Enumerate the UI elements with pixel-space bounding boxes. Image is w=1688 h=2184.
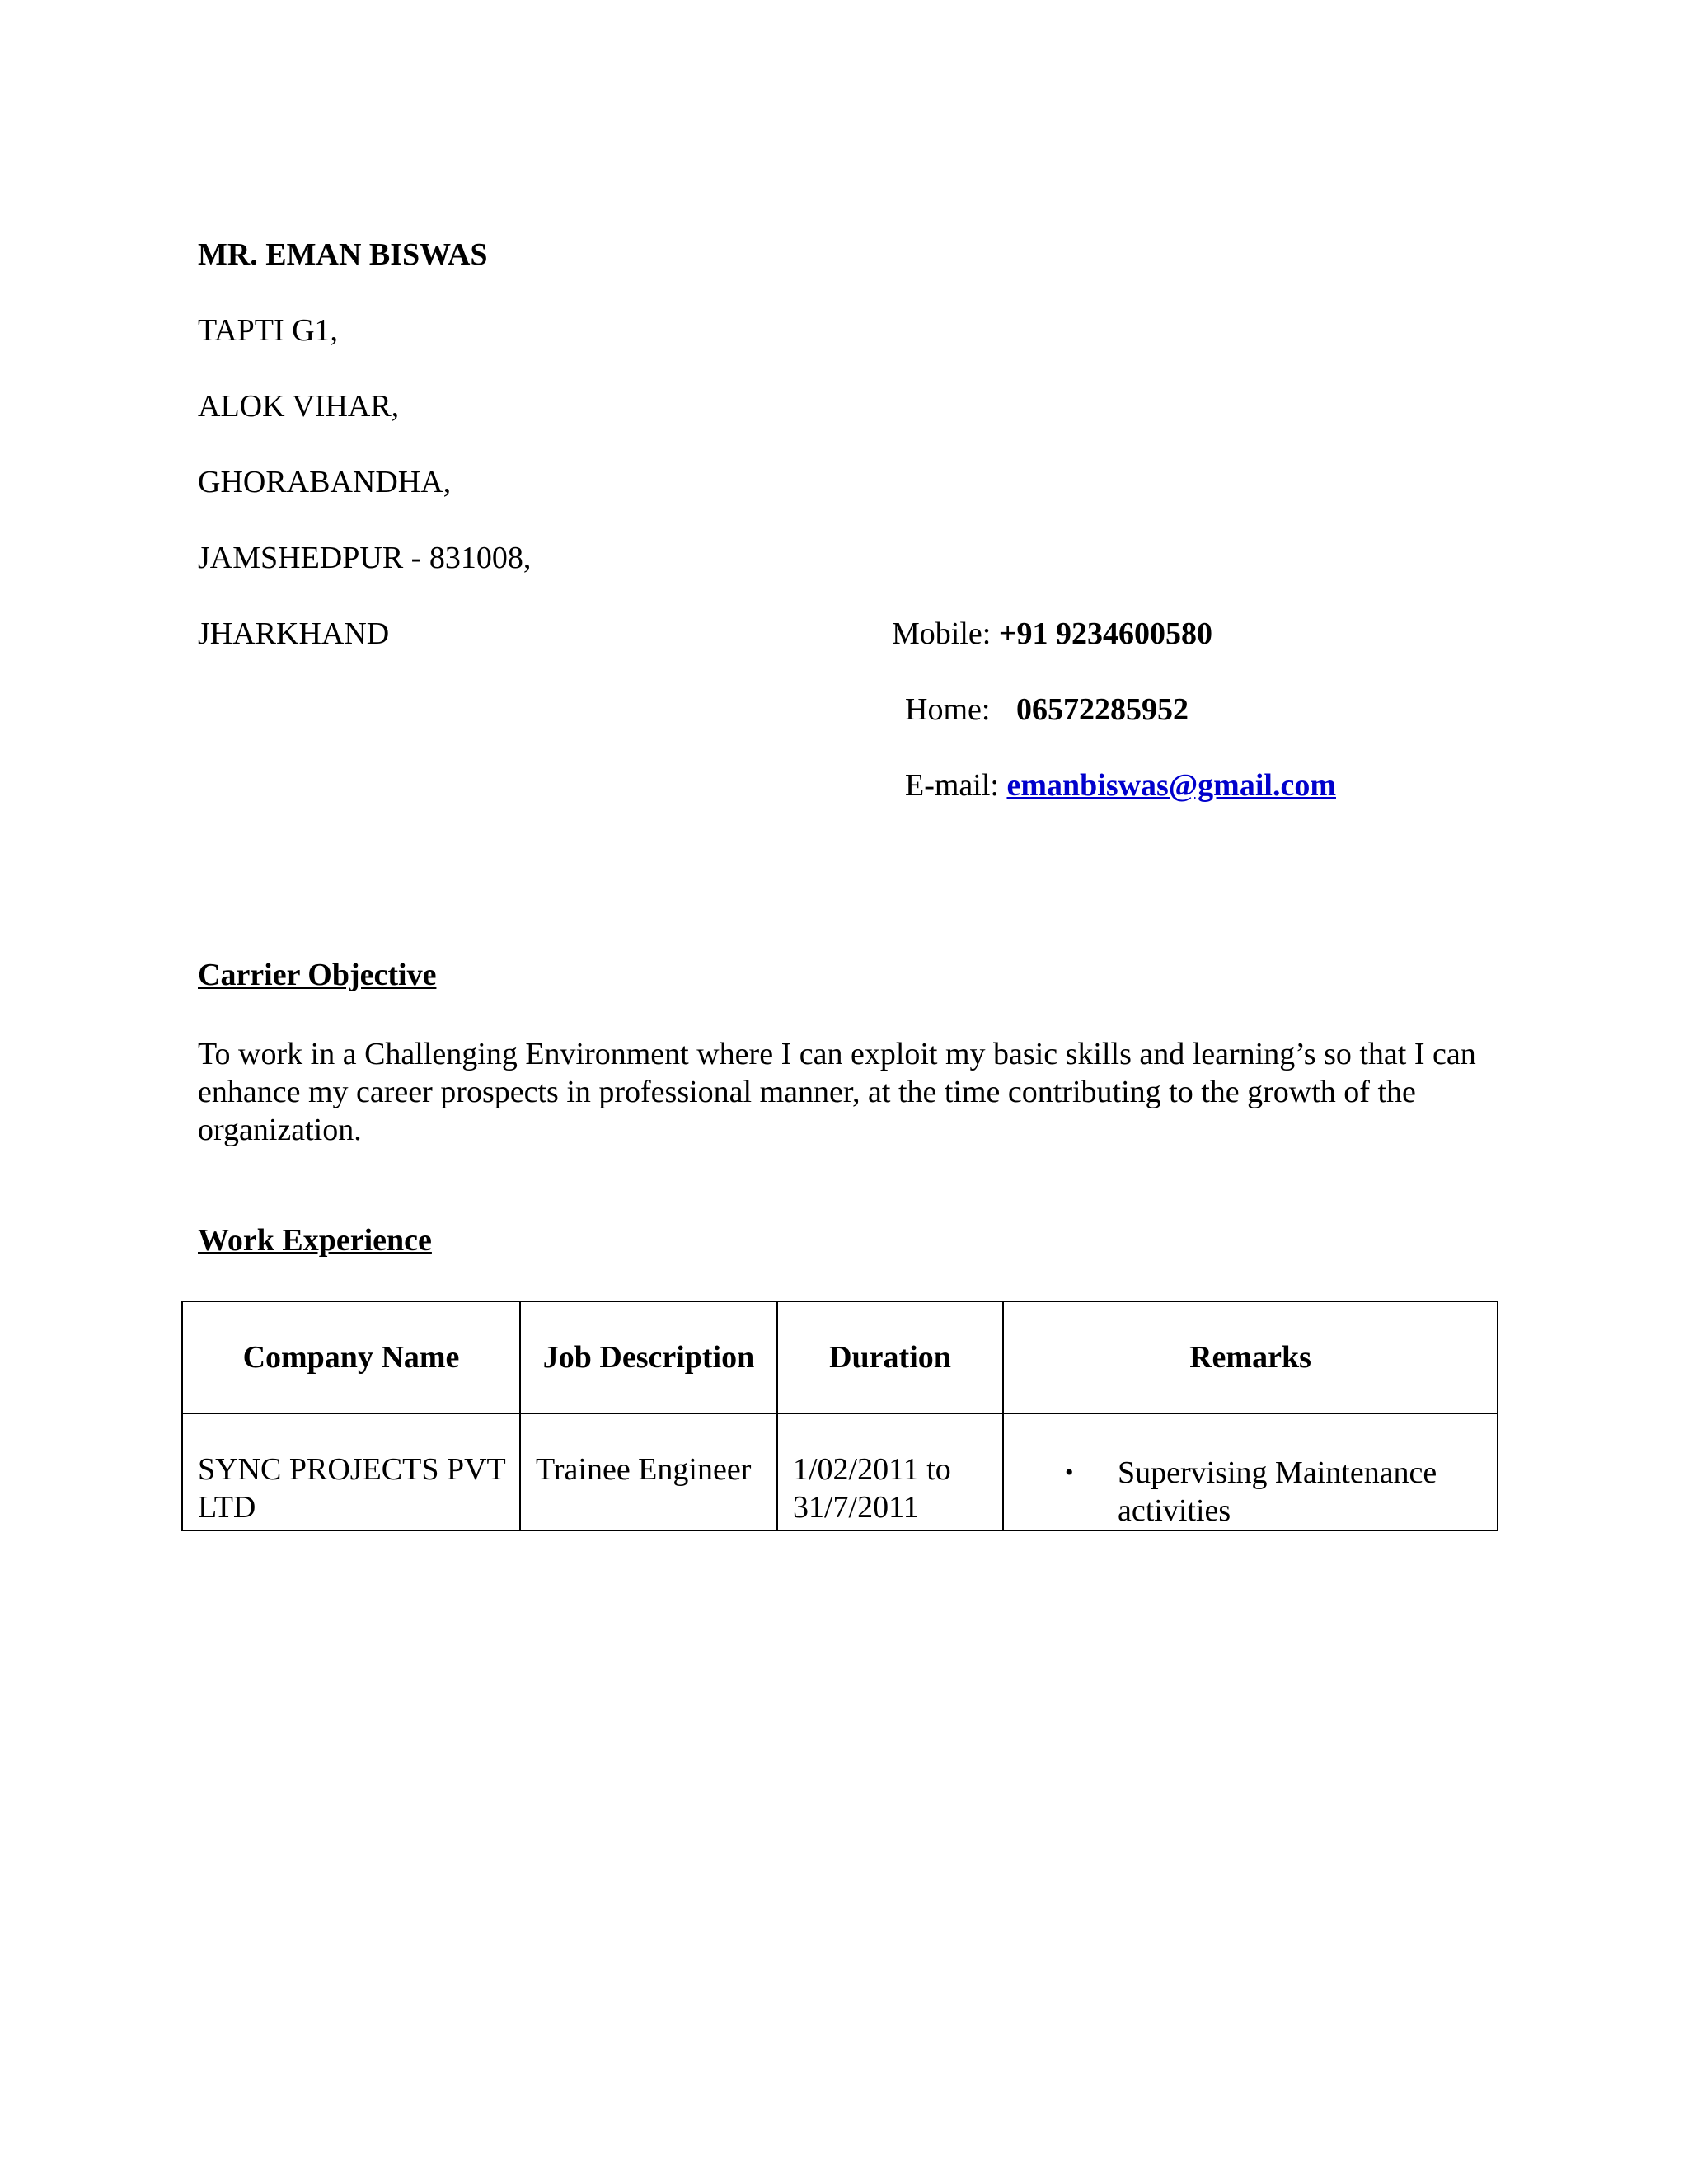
duration-cell: 1/02/2011 to 31/7/2011	[777, 1413, 1003, 1530]
email-label: E-mail:	[905, 768, 999, 803]
work-experience-table	[181, 1301, 1498, 1531]
home-number: 06572285952	[1015, 692, 1189, 727]
job-cell: Trainee Engineer	[520, 1413, 777, 1530]
table-header-row	[182, 1301, 1498, 1413]
address-line-1: TAPTI G1,	[198, 313, 339, 348]
remarks-cell	[1003, 1413, 1498, 1530]
address-line-3: GHORABANDHA,	[198, 465, 452, 499]
objective-text: To work in a Challenging Environment where I can exploit my basic skills and learning’s so that I can enhance my career prospects in professional manner, at the time contributing to the growth of the organization.	[198, 1037, 1476, 1147]
home-contact	[905, 691, 1189, 729]
column-header-duration: Duration	[777, 1301, 1003, 1413]
list-item	[1004, 1454, 1497, 1530]
home-label: Home:	[905, 692, 991, 727]
column-header-company: Company Name	[182, 1301, 520, 1413]
address-line-4: JAMSHEDPUR - 831008,	[198, 541, 532, 575]
column-header-job: Job Description	[520, 1301, 777, 1413]
mobile-contact	[892, 615, 1212, 653]
address-line-2: ALOK VIHAR,	[198, 389, 400, 424]
mobile-number: +91 9234600580	[998, 616, 1212, 651]
address-line-5: JHARKHAND	[198, 616, 390, 651]
remarks-list	[1004, 1454, 1497, 1530]
work-experience-heading: Work Experience	[198, 1223, 432, 1258]
mobile-label: Mobile:	[892, 616, 992, 651]
email-link[interactable]: emanbiswas@gmail.com	[1006, 768, 1336, 803]
bullet-icon: •	[1065, 1459, 1074, 1486]
remark-text: Supervising Maintenance activities	[1118, 1455, 1437, 1528]
company-cell: SYNC PROJECTS PVT LTD	[182, 1413, 520, 1530]
column-header-remarks: Remarks	[1003, 1301, 1498, 1413]
objective-heading: Carrier Objective	[198, 958, 437, 992]
email-contact	[905, 766, 1336, 804]
table-row	[182, 1413, 1498, 1530]
candidate-name: MR. EMAN BISWAS	[198, 237, 488, 272]
